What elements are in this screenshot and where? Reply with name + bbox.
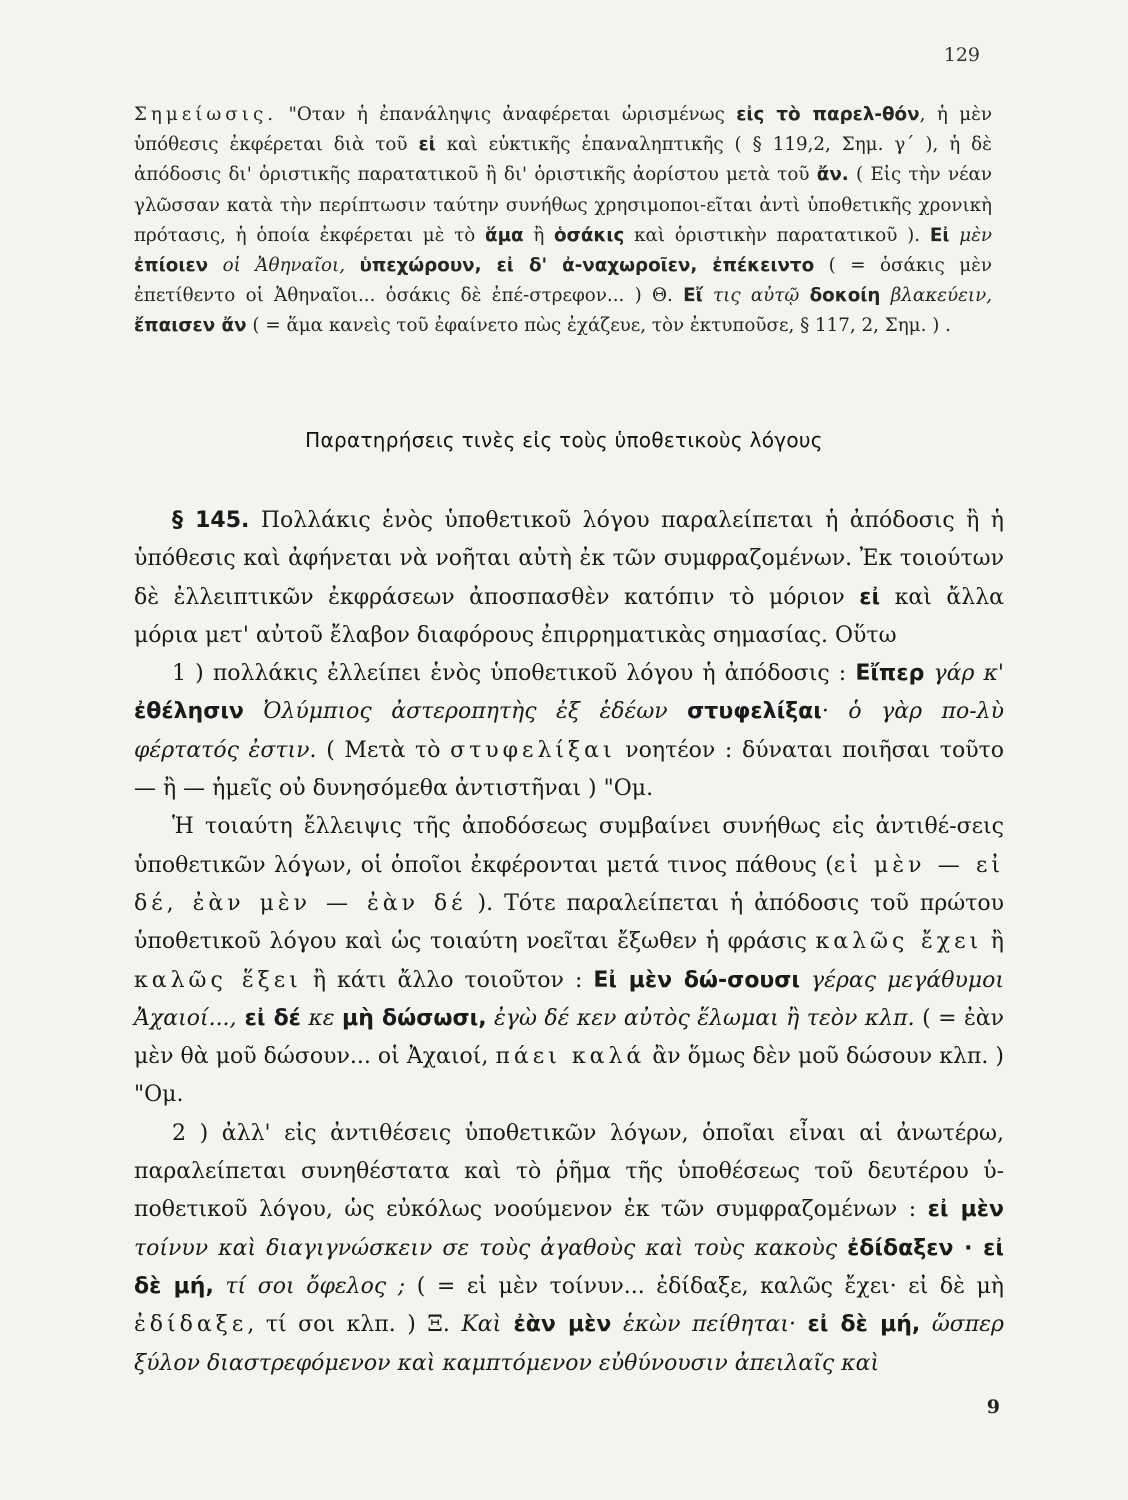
note-bold-term: Εἴ bbox=[683, 285, 703, 307]
paragraph-text: ( Μετὰ τὸ bbox=[316, 737, 451, 763]
paragraph-text: ἢ bbox=[982, 929, 1004, 955]
note-bold-term: εἰ bbox=[418, 134, 436, 156]
bold-term: εἰ μὲν bbox=[927, 1197, 1004, 1223]
note-paragraph bbox=[134, 100, 992, 342]
note-text: ( = ἅμα κανεὶς τοῦ ἐφαίνετο πὼς ἐχάζευε, τὸν ἐκτυποῦσε, § 117, 2, Σημ. ) . bbox=[246, 315, 951, 337]
note-bold-term: ἐπίοιεν bbox=[134, 255, 209, 277]
paragraph-intro bbox=[134, 502, 1004, 655]
note-bold-term: δοκοίη bbox=[809, 285, 881, 307]
paragraph-text: καὶ ἄλλα μόρια μετ' αὐτοῦ ἔλαβον διαφόρους ἐπιρρηματικὰς σημασίας. Οὕτω bbox=[134, 584, 1004, 648]
section-145 bbox=[134, 502, 1004, 1383]
paragraph-text: ). Τότε παραλείπεται ἡ ἀπόδοσις τοῦ πρώτου ὑποθετικοῦ λόγου καὶ ὡς τοιαύτη νοεῖται ἔξωθεν ἡ φράσις bbox=[134, 890, 1004, 955]
bold-term: εἰ δέ bbox=[236, 1005, 301, 1031]
paragraph-text: ( = εἰ μὲν τοίνυν... ἐδίδαξε, καλῶς ἔχει· εἰ δὲ μὴ bbox=[405, 1273, 1004, 1299]
note-text: ( = ὁσάκις μὲν ἐπετίθεντο οἱ Ἀθηναῖοι... ὁσάκις δὲ ἐπέ-στρεφον... ) Θ. bbox=[134, 255, 993, 307]
italic-quote: · ὁ γὰρ πο-λὺ φέρτατός ἐστιν. bbox=[134, 699, 1004, 763]
spaced-word: πάει καλά bbox=[495, 1044, 646, 1070]
note-bold-term: ἅμα bbox=[485, 224, 524, 246]
note-italic: βλακεύειν, bbox=[890, 285, 993, 307]
note-bold-term: ὁσάκις bbox=[554, 224, 625, 246]
spaced-word: εἰ μὲν — εἰ δέ, ἐὰν μὲν — ἐὰν δέ bbox=[134, 852, 1004, 916]
bold-term: ἐδίδαξεν · εἰ δὲ μή, bbox=[134, 1235, 1004, 1299]
italic-quote: ἐγὼ δέ κεν αὐτὸς ἕλωμαι ἢ τεὸν κλπ. bbox=[486, 1005, 915, 1031]
paragraph-text: 1 ) πολλάκις ἐλλείπει ἑνὸς ὑποθετικοῦ λόγου ἡ ἀπόδοσις : bbox=[172, 661, 856, 687]
italic-quote: τοίνυν καὶ διαγιγνώσκειν σε τοὺς ἀγαθοὺς καὶ τοὺς κακοὺς bbox=[134, 1235, 848, 1261]
note-italic: τις αὐτῷ bbox=[713, 285, 800, 307]
italic-quote: γάρ κ' bbox=[924, 661, 1004, 687]
italic-quote: Καὶ bbox=[461, 1312, 502, 1338]
paragraph-text: Ἡ τοιαύτη ἔλλειψις τῆς ἀποδόσεως συμβαίνει συνήθως εἰς ἀντιθέ-σεις ὑποθετικῶν λόγων, οἱ ὁποῖοι ἐκφέρονται μετά τινος πάθους ( bbox=[134, 814, 1004, 878]
italic-quote: τί σοι ὄφελος ; bbox=[213, 1273, 406, 1299]
note-text: καὶ εὐκτικῆς ἐπαναληπτικῆς ( § 119,2, Σημ. γ΄ ), ἡ δὲ ἀπόδοσις δι' ὁριστικῆς παρατατικοῦ ἢ δι' ὁριστικῆς ἀορίστου μετὰ τοῦ bbox=[134, 134, 992, 186]
note-bold-term: ὑπεχώρουν, εἰ δ' ἀ-ναχωροῖεν, ἐπέκειντο bbox=[359, 255, 815, 277]
bold-term: εἰ δὲ μή, bbox=[807, 1312, 921, 1338]
note-bold-term: εἰς τὸ παρελ-θόν bbox=[736, 104, 920, 125]
italic-quote: Ὀλύμπιος ἀστεροπητὴς ἐξ ἑδέων bbox=[243, 699, 688, 725]
note-bold-term: ἄν. bbox=[816, 164, 849, 186]
paragraph-text: ( = ἐὰν μὲν θὰ μοῦ δώσουν... οἱ Ἀχαιοί, bbox=[134, 1005, 1004, 1070]
paragraph-text: ἢ κάτι ἄλλο τοιοῦτον : bbox=[301, 967, 594, 993]
bold-term: στυφελίξαι bbox=[687, 699, 822, 725]
paragraph-item-1 bbox=[134, 655, 1004, 808]
bold-term: ἐθέλησιν bbox=[134, 699, 244, 725]
note-text: "Οταν ἡ ἐπανάληψις ἀναφέρεται ὡρισμένως bbox=[277, 104, 737, 125]
note-bold-term: ἔπαισεν ἄν bbox=[134, 315, 247, 337]
signature-mark: 9 bbox=[986, 1396, 1000, 1418]
note-italic: μὲν bbox=[959, 224, 993, 246]
italic-quote: ὥσπερ ξύλον διαστρεφόμενον καὶ καμπτόμενον εὐθύνουσιν ἀπειλαῖς καὶ bbox=[134, 1312, 1004, 1376]
bold-term: μὴ δώσωσι, bbox=[342, 1005, 487, 1031]
paragraph-item-2 bbox=[134, 1115, 1004, 1383]
spaced-word: καλῶς ἔχει bbox=[815, 929, 983, 955]
bold-term: Εἴπερ bbox=[855, 661, 925, 687]
bold-term: ἐὰν μὲν bbox=[501, 1312, 612, 1338]
note-text: ( Εἰς τὴν νέαν γλῶσσαν κατὰ τὴν περίπτωσιν ταύτην συνήθως χρησιμοποι-εῖται ἀντὶ ὑποθετικῆς χρονικὴ πρότασις, ἡ ὁποία ἐκφέρεται μὲ τὸ bbox=[134, 164, 992, 246]
bold-term: Εἰ μὲν δώ-σουσι bbox=[593, 967, 800, 993]
note-label: Σημείωσις. bbox=[134, 104, 278, 125]
note-text: καὶ ὁριστικὴν παρατατικοῦ ). bbox=[624, 224, 930, 246]
note-text: , ἡ μὲν ὑπόθεσις ἐκφέρεται διὰ τοῦ bbox=[134, 104, 992, 156]
spaced-word: στυφελίξαι bbox=[450, 737, 616, 763]
paragraph-text: νοητέον : δύναται ποιῆσαι τοῦτο — ἢ — ἡμεῖς οὐ δυνησόμεθα ἀντιστῆναι ) "Ομ. bbox=[134, 737, 1004, 802]
italic-quote: κε bbox=[300, 1005, 343, 1031]
paragraph-text: 2 ) ἀλλ' εἰς ἀντιθέσεις ὑποθετικῶν λόγων, ὁποῖαι εἶναι αἱ ἀνωτέρω, παραλείπεται συνηθέστατα καὶ τὸ ῥῆμα τῆς ὑποθέσεως τοῦ δευτέρου ὑ-ποθετικοῦ λόγου, ὡς εὐκόλως νοούμενον ἐκ τῶν συμφραζομένων : bbox=[134, 1120, 1004, 1223]
note-text: ἢ bbox=[523, 224, 555, 246]
paragraph-text: ἂν ὅμως δὲν μοῦ δώσουν κλπ. ) "Ομ. bbox=[134, 1044, 1004, 1108]
italic-quote: ἑκὼν πείθηται· bbox=[611, 1312, 808, 1338]
page-number-top: 129 bbox=[943, 44, 980, 66]
note-bold-term: Εἰ bbox=[929, 224, 950, 246]
spaced-word: καλῶς ἕξει bbox=[134, 967, 302, 993]
paragraph-text: , τί σοι κλπ. ) Ξ. bbox=[247, 1312, 462, 1338]
section-heading: Παρατηρήσεις τινὲς εἰς τοὺς ὑποθετικοὺς λόγους bbox=[305, 428, 823, 452]
bold-term: εἰ bbox=[859, 584, 881, 610]
note-italic: οἱ Ἀθηναῖοι, bbox=[222, 255, 346, 277]
paragraph-ellipsis bbox=[134, 808, 1004, 1114]
section-number: § 145. bbox=[172, 508, 250, 533]
italic-quote: γέρας μεγάθυμοι Ἀχαιοί..., bbox=[134, 967, 1005, 1031]
paragraph-text: Πολλάκις ἑνὸς ὑποθετικοῦ λόγου παραλείπεται ἡ ἀπόδοσις ἢ ἡ ὑπόθεσις καὶ ἀφήνεται νὰ νοῆται αὐτὴ ἐκ τῶν συμφραζομένων. Ἐκ τοιούτων δὲ ἐλλειπτικῶν ἐκφράσεων ἀποσπασθὲν κατόπιν τὸ μόριον bbox=[134, 508, 1004, 610]
spaced-word: ἐδίδαξε bbox=[134, 1312, 248, 1338]
